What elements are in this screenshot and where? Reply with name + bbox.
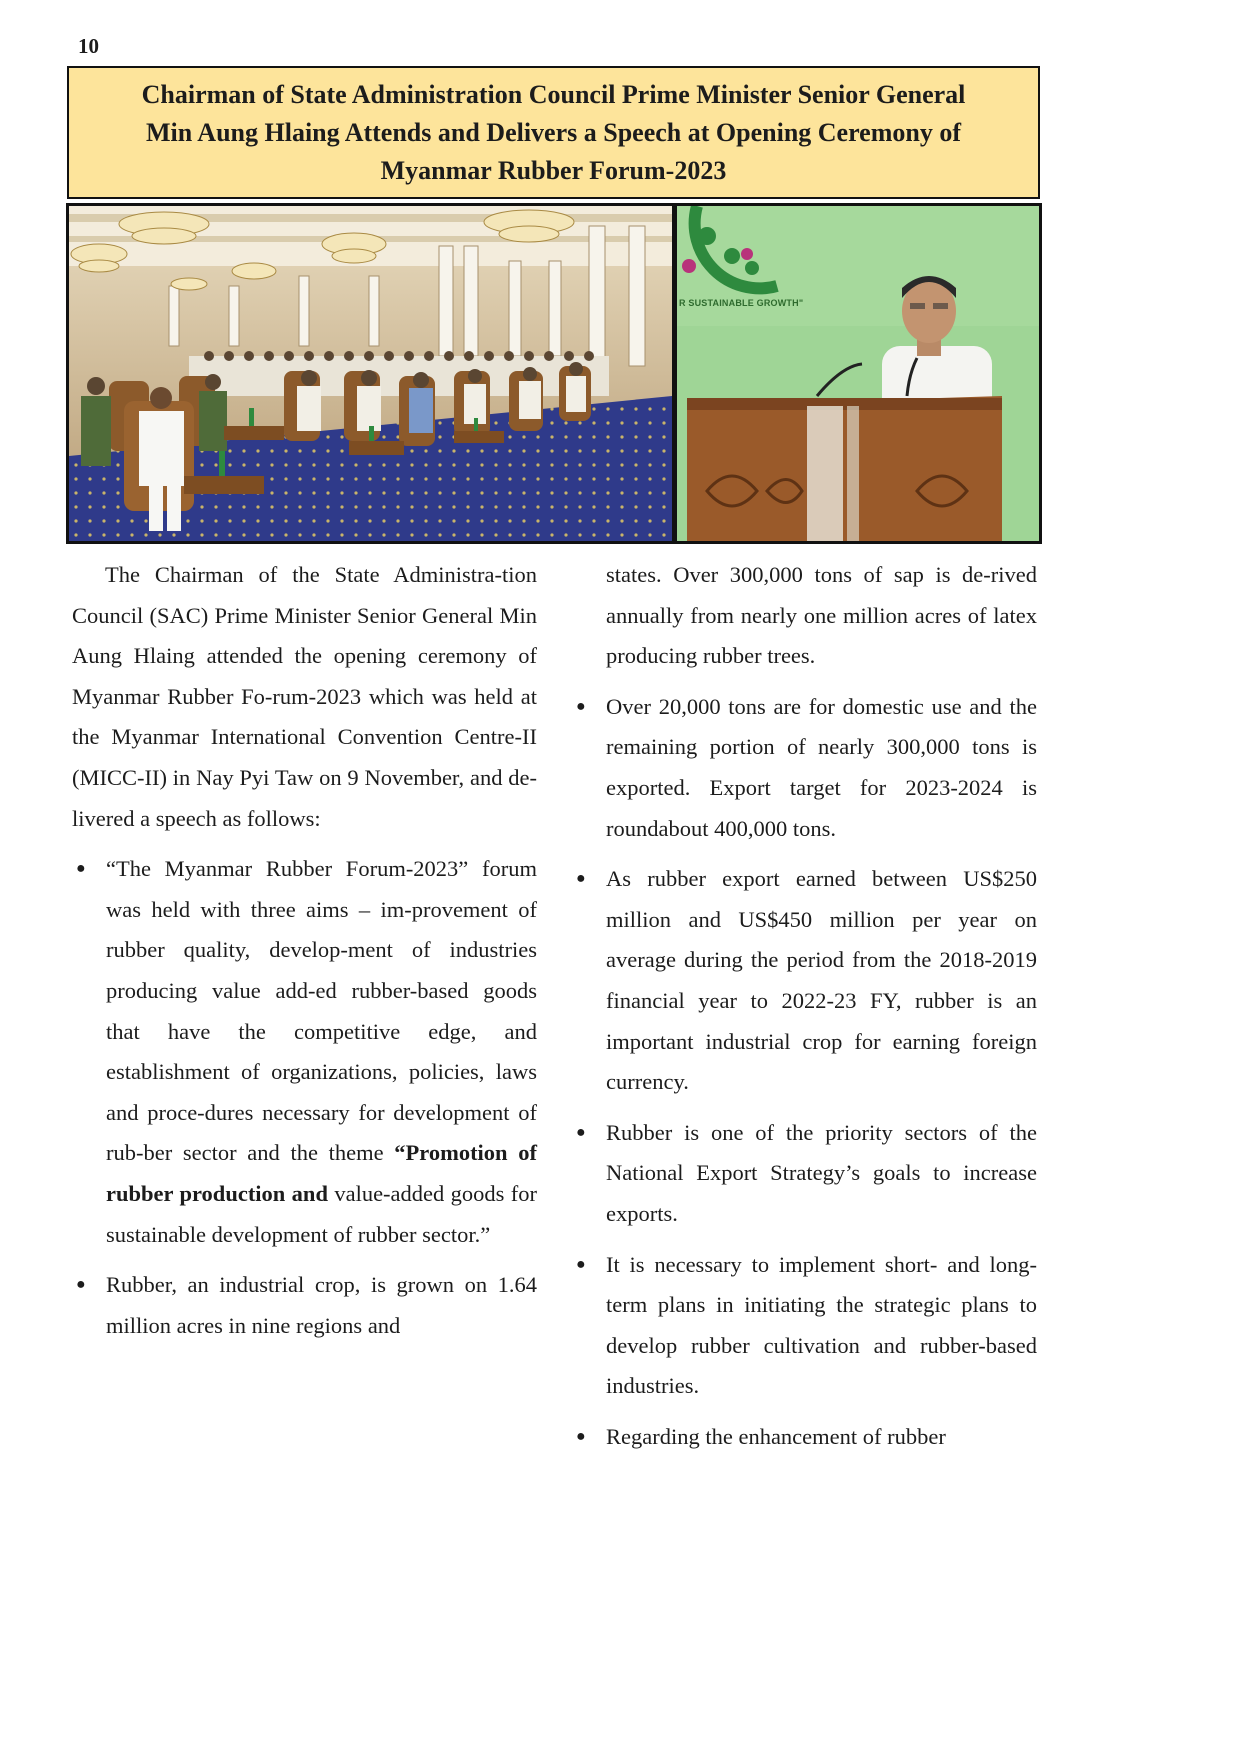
speaker-podium-photo [677,206,1039,541]
title-line-2: Min Aung Hlaing Attends and Delivers a Speech at Opening Ceremony of [146,117,961,147]
page-number: 10 [78,34,99,58]
bullet-icon: ● [76,860,86,878]
intro-paragraph: The Chairman of the State Administra-tion Council (SAC) Prime Minister Senior General Min Aung Hlaing attended the opening ceremony of Myanmar Rubber Fo-rum-2023 which was held at the Myanmar International Convention Centre-II (MICC-II) in Nay Pyi Taw on 9 November, and de-livered a speech as follows: [72,562,537,831]
bullet-icon: ● [576,1123,586,1141]
speech-points-left [72,849,537,1346]
bullet2-text-start: Rubber, an industrial crop, is grown on 1.64 million acres in nine regions and [106,1272,537,1338]
bullet1-text-start: “The Myanmar Rubber Forum-2023” forum was held with three aims – im-provement of rubber quality, develop-ment of industries producing value add-ed rubber-based goods that have the competitive edge, and establishment of organizations, policies, laws and proce-dures necessary for development of rub-ber sector and the theme [106,856,537,1166]
bullet-icon: ● [576,1255,586,1273]
bullet4-text: As rubber export earned between US$250 million and US$450 million per year on average during the period from the 2018-2019 financial year to 2022-23 FY, rubber is an important industrial crop for earning foreign currency. [606,866,1037,1095]
backdrop-slogan: R SUSTAINABLE GROWTH" [679,298,804,308]
bullet-icon: ● [576,1427,586,1445]
photo-strip [66,203,1042,544]
article-title [67,66,1040,199]
speech-points-right [572,687,1037,1458]
list-item [572,1245,1037,1407]
list-item [572,1417,1037,1458]
bullet6-text: It is necessary to implement short- and long-term plans in initiating the strategic plans to develop rubber cultivation and rubber-based industries. [606,1251,1037,1399]
title-line-1: Chairman of State Administration Council Prime Minister Senior General [141,79,966,109]
bullet7-text: Regarding the enhancement of rubber [606,1423,946,1449]
title-line-3: Myanmar Rubber Forum-2023 [380,155,727,185]
bullet5-text: Rubber is one of the priority sectors of the National Export Strategy’s goals to increase exports. [606,1119,1037,1226]
bullet-icon: ● [576,870,586,888]
bullet1-text-end: value-added goods for sustainable development of rubber sector.” [106,1180,537,1247]
bullet3-text: Over 20,000 tons are for domestic use and the remaining portion of nearly 300,000 tons is exported. Export target for 2023-2024 is roundabout 400,000 tons. [606,693,1037,841]
bullet-icon: ● [76,1276,86,1294]
list-item [572,687,1037,849]
article-column-left [72,555,537,1346]
hall-audience-photo [69,206,672,541]
bullet1-theme-bold: “Promotion of rubber production and [106,1140,537,1206]
list-item [72,849,537,1255]
list-item [572,859,1037,1103]
list-item [572,1113,1037,1235]
list-item [72,1265,537,1346]
bullet2-continuation: states. Over 300,000 tons of sap is de-rived annually from nearly one million acres of latex producing rubber trees. [606,562,1037,669]
bullet-icon: ● [576,697,586,715]
article-column-right [572,555,1037,1457]
